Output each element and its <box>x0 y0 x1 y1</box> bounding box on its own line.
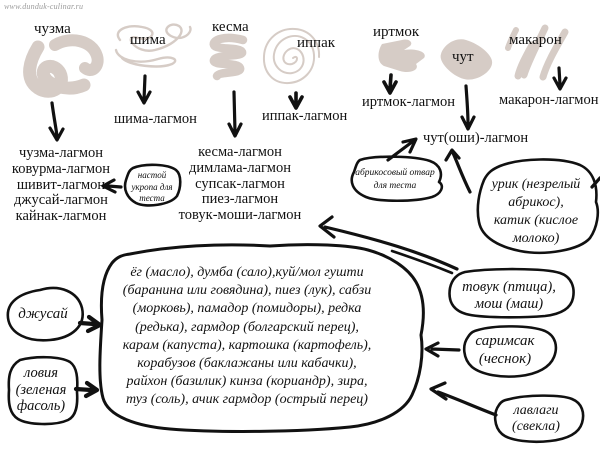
list-item: чузма-лагмон <box>18 145 104 161</box>
kesma-arrow <box>229 92 241 136</box>
sarimsak-additive: саримсак (чеснок) <box>475 333 535 367</box>
result-chut-oshi-lagmon: чут(оши)-лагмон <box>423 130 529 146</box>
result-shima-lagmon: шима-лагмон <box>114 111 197 127</box>
result-makaron-lagmon: макарон-лагмон <box>499 92 599 108</box>
list-item: кайнак-лагмон <box>15 208 107 225</box>
list-item: супсак-лагмон <box>195 175 285 192</box>
shima-noodle-shape-2 <box>116 50 175 66</box>
label-kesma: кесма <box>212 19 249 35</box>
ingredient-line: (редька), гармдор (болгарский перец), <box>135 319 359 335</box>
kesma-dish-list <box>175 145 305 224</box>
label-makaron: макарон <box>509 32 562 48</box>
dzhusay-additive: джусай <box>18 306 68 322</box>
chuzma-arrow <box>50 103 63 140</box>
list-item: ковурма-лагмон <box>11 160 111 177</box>
loviya-arrow <box>76 383 97 396</box>
irtmok-arrow <box>384 75 396 93</box>
list-item: товук-моши-лагмон <box>178 207 302 224</box>
label-chuzma: чузма <box>34 21 71 37</box>
tovuk-additive: товук (птица), мош (маш) <box>462 279 556 312</box>
apricot-note: абрикосовый отвар для теста <box>355 168 435 191</box>
ingredient-line: карам (капуста), картошка (картофель), <box>122 337 372 353</box>
ingredient-line: корабузов (баклажаны или кабачки), <box>137 356 357 372</box>
irtmok-dough-shape <box>379 39 425 72</box>
lavlagi-additive: лавлаги (свекла) <box>512 403 560 434</box>
makaron-arrow <box>554 68 566 89</box>
label-chut: чут <box>452 49 474 65</box>
ingredient-line: туз (соль), ачик гармдор (острый перец) <box>126 392 368 408</box>
ingredients-list <box>102 264 392 410</box>
list-item: пиез-лагмон <box>201 191 279 208</box>
label-irtmok: иртмок <box>373 24 420 40</box>
label-shima: шима <box>130 32 166 48</box>
ippak-arrow <box>290 93 302 108</box>
loviya-additive: ловия (зеленая фасоль) <box>15 365 67 414</box>
list-item: шивит-лагмон <box>16 176 106 193</box>
ingredient-line: райхон (базилик) кинза (кориандр), зира, <box>126 374 368 390</box>
list-item: димлама-лагмон <box>189 159 291 176</box>
kesma-noodle-shape <box>214 38 243 76</box>
urik-curved-arrow <box>446 150 470 192</box>
sarimsak-arrow <box>426 343 459 356</box>
label-ippak: иппак <box>297 35 336 51</box>
dill-note: настой укропа для теста <box>131 170 173 203</box>
result-ippak-lagmon: иппак-лагмон <box>262 108 348 124</box>
chuzma-dish-list <box>6 146 116 225</box>
chut-arrow <box>462 86 474 129</box>
urik-katik-note: урик (незрелый абрикос), катик (кислое молоко) <box>491 177 581 246</box>
shima-arrow <box>138 76 150 103</box>
chuzma-noodle-shape <box>30 47 84 91</box>
ingredient-line: ёг (масло), думба (сало),куй/мол гушти <box>130 265 364 280</box>
list-item: джусай-лагмон <box>14 192 108 209</box>
ingredient-line: (морковь), памадор (помидоры), редка <box>132 301 362 317</box>
watermark: www.dunduk-culinar.ru <box>4 2 84 11</box>
result-irtmok-lagmon: иртмок-лагмон <box>362 94 456 110</box>
ingredient-line: (баранина или говядина), пиез (лук), сабзи <box>122 283 372 299</box>
list-item: кесма-лагмон <box>198 144 282 160</box>
lavlagi-arrow <box>431 383 496 415</box>
